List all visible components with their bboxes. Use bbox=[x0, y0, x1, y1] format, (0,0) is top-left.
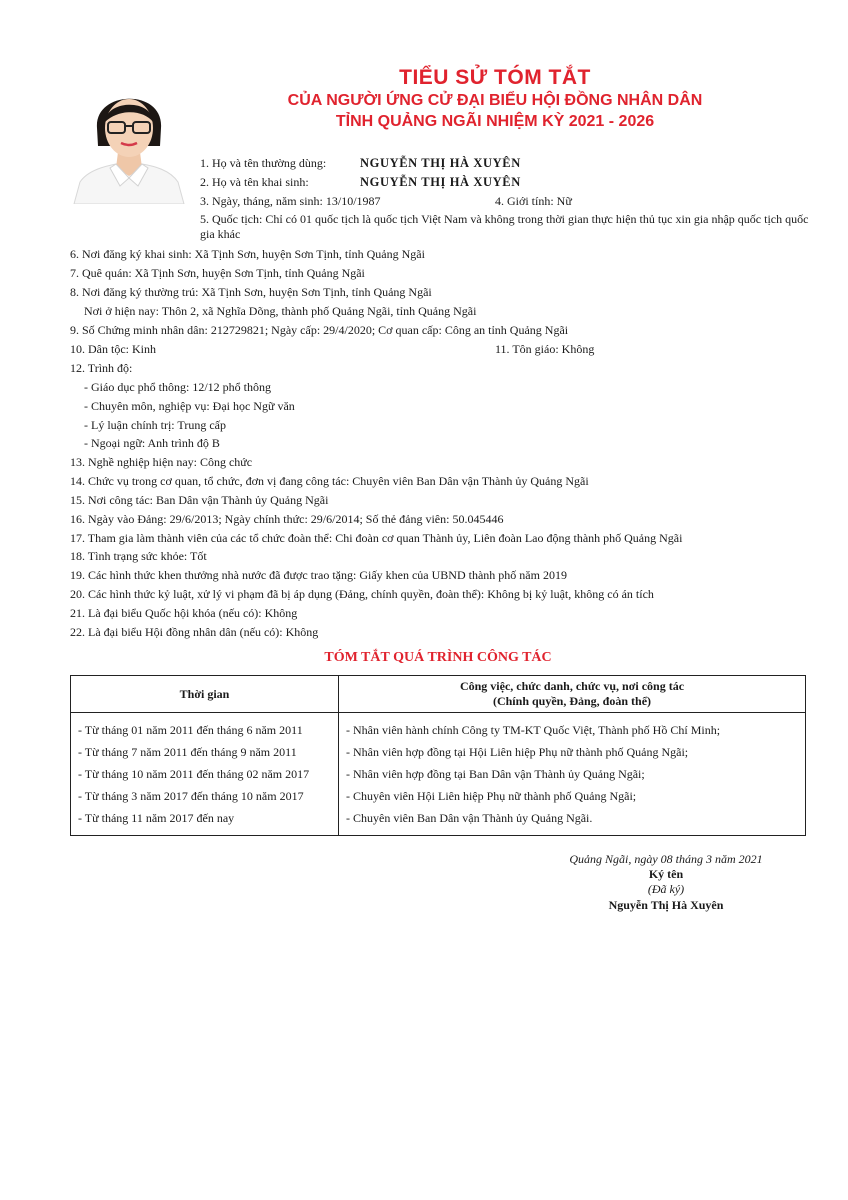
table-header-row bbox=[71, 676, 806, 713]
gender: 4. Giới tính: Nữ bbox=[495, 194, 572, 208]
organizations: 17. Tham gia làm thành viên của các tổ chức đoàn thể: Chi đoàn cơ quan Thành ủy, Liên đoàn Lao động thành phố Quảng Ngãi bbox=[70, 531, 683, 545]
council-delegate: 22. Là đại biểu Hội đồng nhân dân (nếu có): Không bbox=[70, 625, 319, 639]
job-cell bbox=[339, 713, 806, 836]
awards: 19. Các hình thức khen thưởng nhà nước đã được trao tặng: Giấy khen của UBND thành phố năm 2019 bbox=[70, 568, 567, 582]
time-entry: - Từ tháng 7 năm 2011 đến tháng 9 năm 2011 bbox=[78, 745, 297, 759]
religion: 11. Tôn giáo: Không bbox=[495, 342, 595, 356]
time-cell bbox=[71, 713, 339, 836]
common-name-value: NGUYỄN THỊ HÀ XUYÊN bbox=[360, 156, 521, 170]
political-theory: - Lý luận chính trị: Trung cấp bbox=[84, 418, 226, 432]
education-heading: 12. Trình độ: bbox=[70, 361, 133, 375]
birth-name-value: NGUYỄN THỊ HÀ XUYÊN bbox=[360, 175, 521, 189]
id-card-info: 9. Số Chứng minh nhân dân: 212729821; Ngày cấp: 29/4/2020; Cơ quan cấp: Công an tỉnh Quảng Ngãi bbox=[70, 323, 569, 337]
general-education: - Giáo dục phổ thông: 12/12 phổ thông bbox=[84, 380, 271, 394]
national-assembly-delegate: 21. Là đại biểu Quốc hội khóa (nếu có): Không bbox=[70, 606, 298, 620]
time-entry: - Từ tháng 11 năm 2017 đến nay bbox=[78, 811, 235, 825]
birth-registration-place: 6. Nơi đăng ký khai sinh: Xã Tịnh Sơn, huyện Sơn Tịnh, tỉnh Quảng Ngãi bbox=[70, 247, 425, 261]
table-row bbox=[71, 713, 806, 836]
document-subtitle: CỦA NGƯỜI ỨNG CỬ ĐẠI BIỂU HỘI ĐỒNG NHÂN DÂN bbox=[287, 92, 703, 109]
time-entry: - Từ tháng 10 năm 2011 đến tháng 02 năm 2017 bbox=[78, 767, 310, 781]
job-header-line1: Công việc, chức danh, chức vụ, nơi công tác bbox=[459, 679, 685, 693]
workplace: 15. Nơi công tác: Ban Dân vận Thành ủy Quảng Ngãi bbox=[70, 493, 329, 507]
health-status: 18. Tình trạng sức khỏe: Tốt bbox=[70, 549, 207, 563]
professional-qualification: - Chuyên môn, nghiệp vụ: Đại học Ngữ văn bbox=[84, 399, 295, 413]
current-position: 14. Chức vụ trong cơ quan, tổ chức, đơn vị đang công tác: Chuyên viên Ban Dân vận Thành ủy Quảng Ngãi bbox=[70, 474, 589, 488]
work-history-title: TÓM TẮT QUÁ TRÌNH CÔNG TÁC bbox=[324, 650, 552, 665]
job-entry: - Chuyên viên Hội Liên hiệp Phụ nữ thành phố Quảng Ngãi; bbox=[346, 789, 637, 803]
birth-date: 3. Ngày, tháng, năm sinh: 13/10/1987 bbox=[200, 194, 381, 208]
ethnicity: 10. Dân tộc: Kinh bbox=[70, 342, 156, 356]
disciplinary-record: 20. Các hình thức kỷ luật, xử lý vi phạm đã bị áp dụng (Đảng, chính quyền, đoàn thể): Không bị kỷ luật, không có án tích bbox=[70, 587, 654, 601]
current-occupation: 13. Nghề nghiệp hiện nay: Công chức bbox=[70, 455, 253, 469]
signer-name: Nguyễn Thị Hà Xuyên bbox=[608, 898, 724, 912]
permanent-residence: 8. Nơi đăng ký thường trú: Xã Tịnh Sơn, huyện Sơn Tịnh, tỉnh Quảng Ngãi bbox=[70, 285, 432, 299]
job-entry: - Nhân viên hợp đồng tại Ban Dân vận Thành ủy Quảng Ngãi; bbox=[346, 767, 645, 781]
work-history-table bbox=[70, 675, 806, 836]
foreign-language: - Ngoại ngữ: Anh trình độ B bbox=[84, 436, 220, 450]
nationality: 5. Quốc tịch: Chỉ có 01 quốc tịch là quốc tịch Việt Nam và không trong thời gian thực hiện thủ tục xin gia nhập quốc tịch quốc gia khác bbox=[200, 212, 809, 241]
job-entry: - Nhân viên hành chính Công ty TM-KT Quốc Việt, Thành phố Hồ Chí Minh; bbox=[346, 723, 721, 737]
time-column-header: Thời gian bbox=[71, 676, 339, 713]
birth-name-label: 2. Họ và tên khai sinh: bbox=[200, 175, 309, 189]
hometown: 7. Quê quán: Xã Tịnh Sơn, huyện Sơn Tịnh, tỉnh Quảng Ngãi bbox=[70, 266, 365, 280]
job-entry: - Chuyên viên Ban Dân vận Thành ủy Quảng Ngãi. bbox=[346, 811, 593, 825]
time-entry: - Từ tháng 01 năm 2011 đến tháng 6 năm 2011 bbox=[78, 723, 303, 737]
document-title: TIỂU SỬ TÓM TẮT bbox=[399, 66, 591, 89]
job-column-header bbox=[339, 676, 806, 713]
party-membership: 16. Ngày vào Đảng: 29/6/2013; Ngày chính thức: 29/6/2014; Số thẻ đảng viên: 50.045446 bbox=[70, 512, 504, 526]
portrait-photo bbox=[70, 76, 188, 204]
common-name-label: 1. Họ và tên thường dùng: bbox=[200, 156, 327, 170]
place-date: Quảng Ngãi, ngày 08 tháng 3 năm 2021 bbox=[569, 852, 763, 866]
signed-note: (Đã ký) bbox=[647, 882, 685, 896]
job-header-line2: (Chính quyền, Đảng, đoàn thể) bbox=[492, 694, 652, 708]
sign-label: Ký tên bbox=[648, 867, 684, 881]
document-term: TỈNH QUẢNG NGÃI NHIỆM KỲ 2021 - 2026 bbox=[335, 113, 655, 130]
current-residence: Nơi ở hiện nay: Thôn 2, xã Nghĩa Dõng, thành phố Quảng Ngãi, tỉnh Quảng Ngãi bbox=[84, 304, 477, 318]
job-entry: - Nhân viên hợp đồng tại Hội Liên hiệp Phụ nữ thành phố Quảng Ngãi; bbox=[346, 745, 689, 759]
time-entry: - Từ tháng 3 năm 2017 đến tháng 10 năm 2017 bbox=[78, 789, 304, 803]
